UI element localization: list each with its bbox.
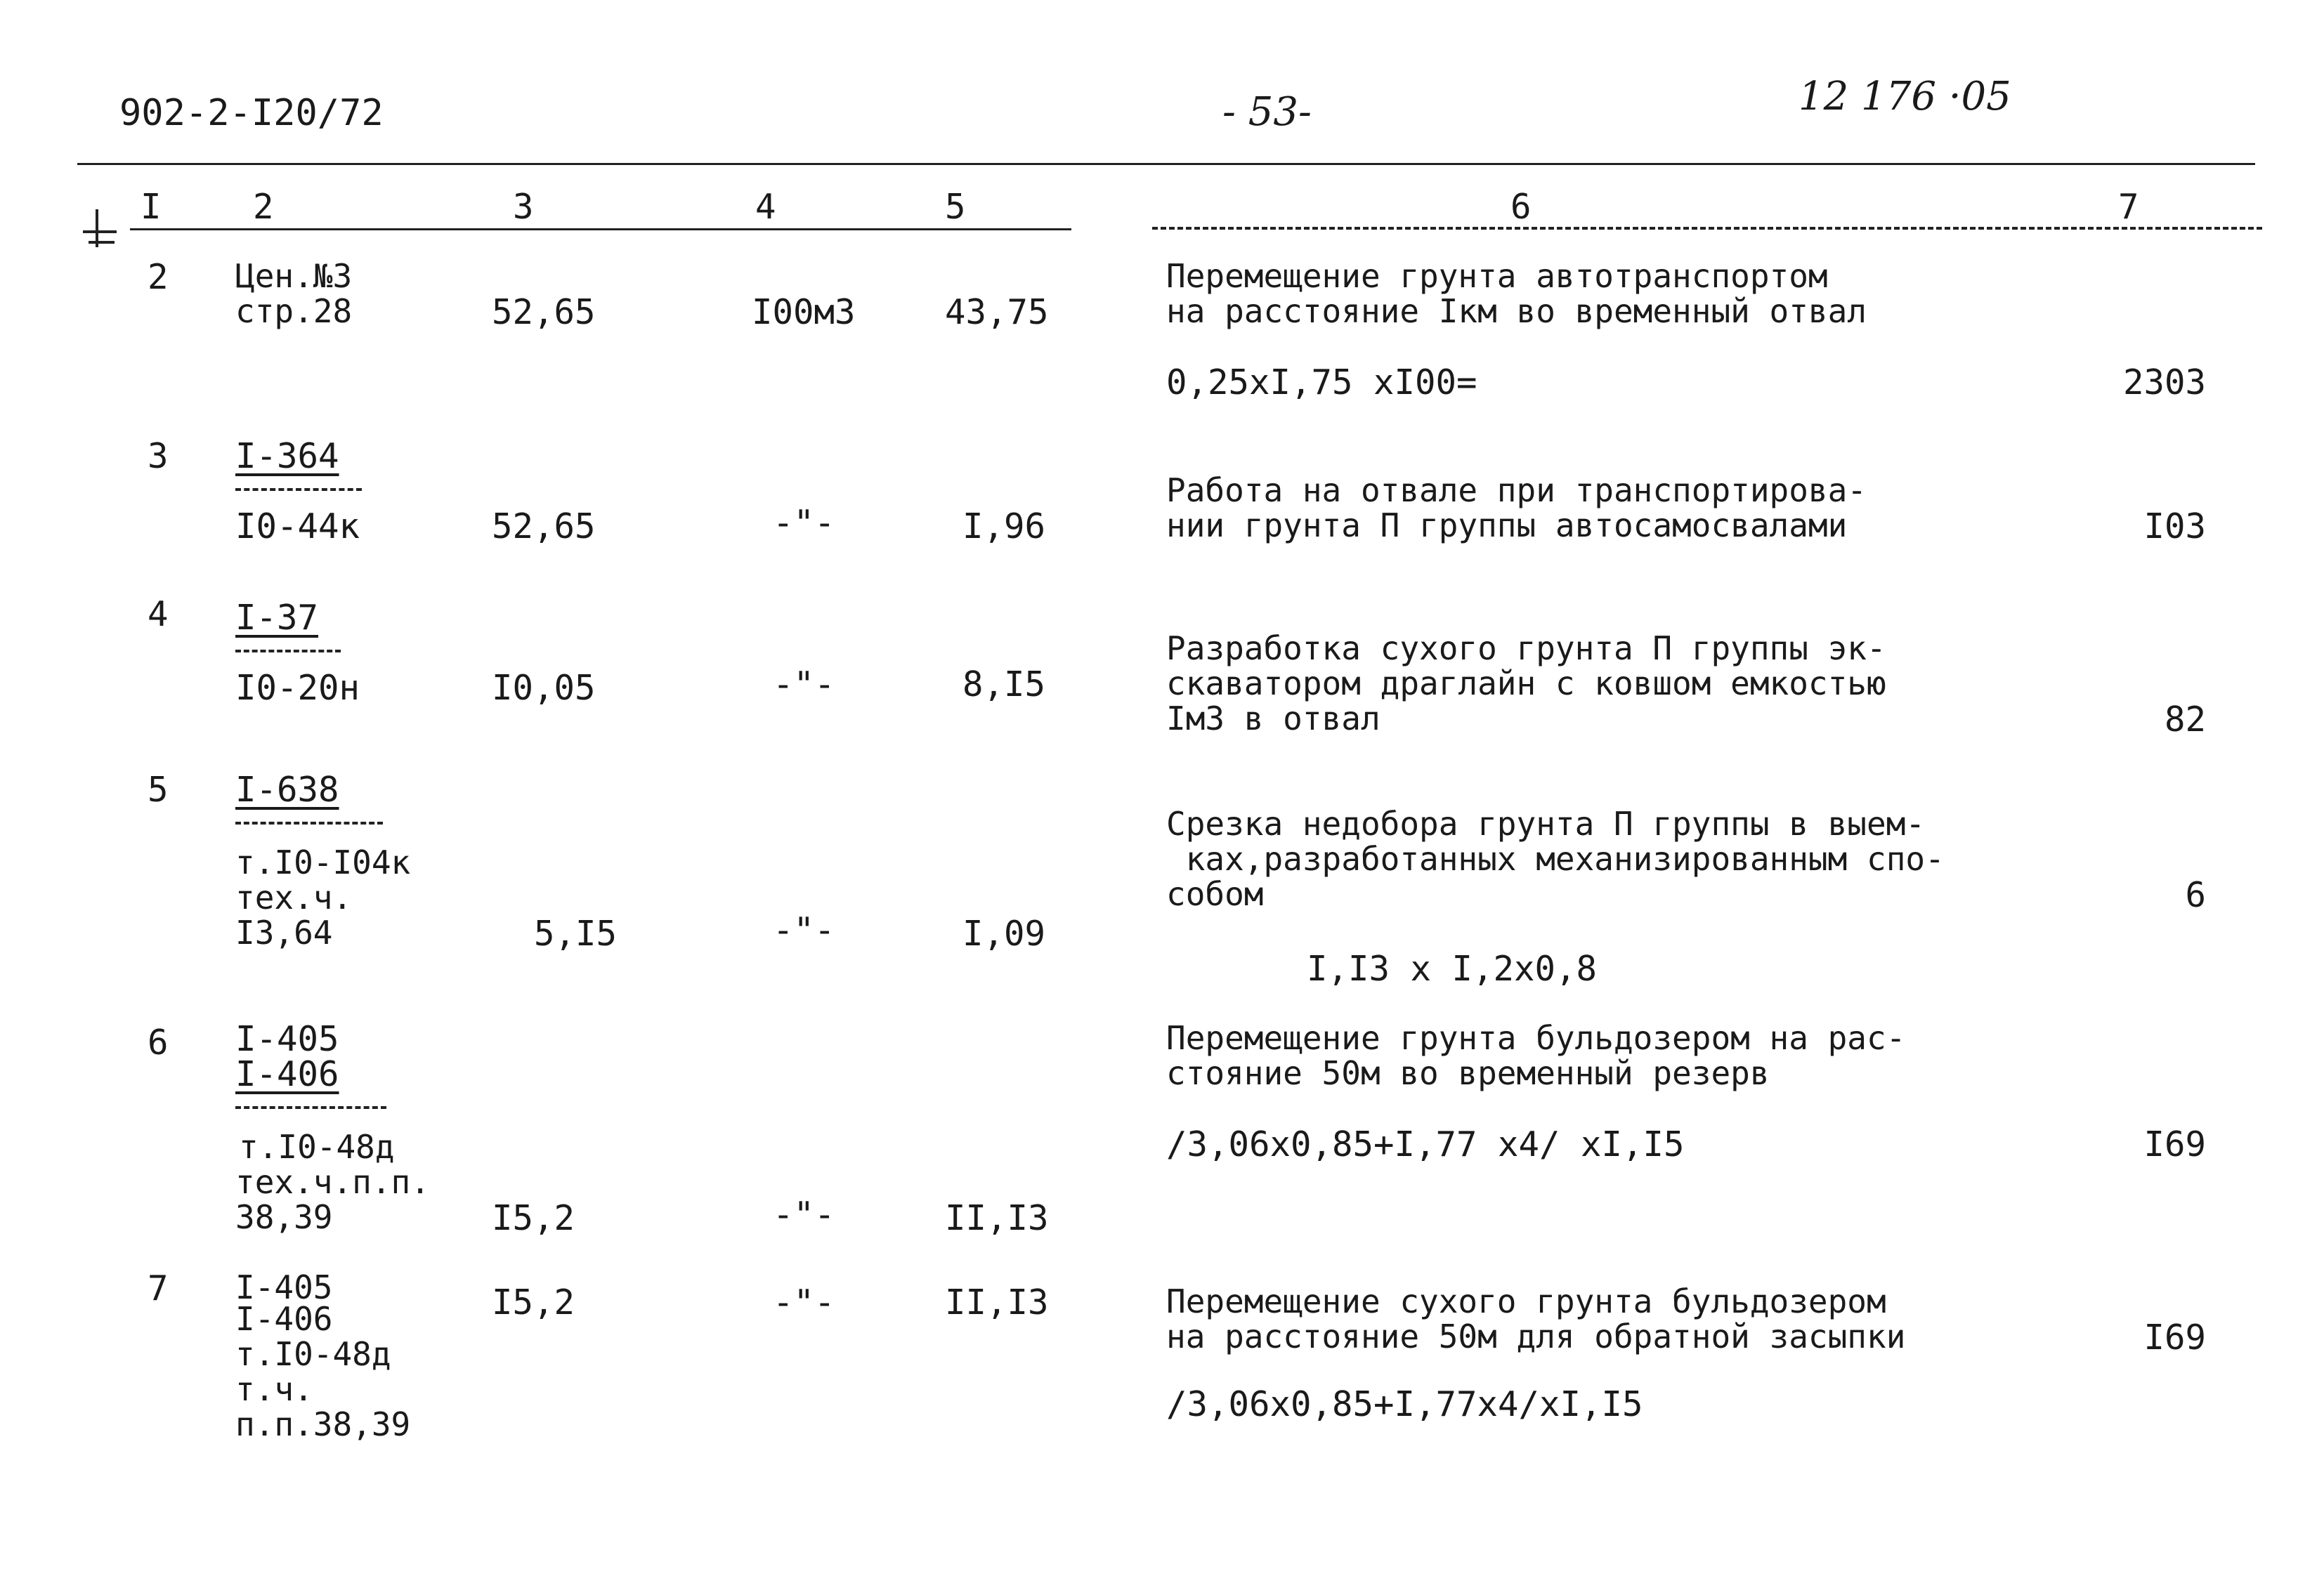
row-col3: I5,2 (492, 1282, 575, 1322)
row-code-top: I-37 (235, 598, 319, 638)
code-separator (235, 1106, 386, 1109)
row-code-top: I-406 (235, 1054, 339, 1094)
row-number: 3 (148, 436, 169, 476)
row-description: Перемещение сухого грунта бульдозером (1166, 1282, 1886, 1320)
row-total: 6 (2185, 875, 2206, 915)
row-col4: -"- (773, 910, 835, 950)
row-code: т.ч. (235, 1370, 313, 1408)
row-code: тех.ч. (235, 879, 353, 917)
row-col5: 43,75 (945, 292, 1049, 332)
row-code: 38,39 (235, 1198, 333, 1236)
archive-number: 12 176 ·05 (1799, 74, 2011, 119)
row-code: Цен.№3 (235, 257, 353, 295)
row-code: стр.28 (235, 292, 353, 330)
col-header-3: 3 (513, 187, 534, 227)
col-header-6: 6 (1510, 187, 1532, 227)
row-description: на расстояние Iкм во временный отвал (1166, 292, 1867, 330)
row-formula: /3,06х0,85+I,77х4/хI,I5 (1166, 1384, 1643, 1424)
row-col3: 52,65 (492, 506, 596, 546)
row-description: Перемещение грунта бульдозером на рас- (1166, 1019, 1906, 1057)
row-total: 82 (2164, 700, 2206, 740)
row-number: 5 (148, 770, 169, 810)
row-description: скаватором драглайн с ковшом емкостью (1166, 664, 1886, 702)
row-description: Перемещение грунта автотранспортом (1166, 257, 1828, 295)
row-description: Работа на отвале при транспортирова- (1166, 471, 1867, 509)
row-formula: I,I3 х I,2х0,8 (1307, 949, 1598, 989)
row-number: 4 (148, 594, 169, 634)
row-number: 2 (148, 257, 169, 297)
code-separator (235, 488, 362, 491)
row-code-top: I-638 (235, 770, 339, 810)
row-description: нии грунта П группы автосамосвалами (1166, 506, 1848, 544)
row-total: I69 (2143, 1318, 2206, 1358)
row-description: стояние 50м во временный резерв (1166, 1054, 1770, 1092)
row-col5: II,I3 (945, 1198, 1049, 1238)
col-header-1: I (141, 187, 162, 227)
row-col4: -"- (773, 1282, 835, 1322)
row-col4: -"- (773, 1195, 835, 1235)
row-description: Срезка недобора грунта П группы в выем- (1166, 805, 1926, 843)
row-code: тех.ч.п.п. (235, 1163, 430, 1201)
col-header-rule-right (1152, 227, 2262, 230)
row-number: 7 (148, 1268, 169, 1308)
code-separator (235, 822, 383, 825)
row-total: 2303 (2122, 362, 2206, 402)
row-code-bottom: I0-44к (235, 506, 360, 546)
row-code: т.I0-I04к (235, 843, 411, 881)
row-code: т.I0-48д (235, 1335, 391, 1373)
row-description: Iм3 в отвал (1166, 700, 1380, 737)
header-rule (77, 163, 2255, 165)
row-formula: 0,25хI,75 хI00= (1166, 362, 1477, 402)
row-total: I03 (2143, 506, 2206, 546)
row-col5: I,96 (962, 506, 1046, 546)
row-col5: I,09 (962, 914, 1046, 954)
col-header-5: 5 (945, 187, 966, 227)
row-col3: 5,I5 (534, 914, 618, 954)
row-col5: 8,I5 (962, 664, 1046, 704)
page-number: - 53- (1222, 89, 1312, 135)
row-code-top: I-406 (235, 1300, 333, 1338)
col-header-4: 4 (755, 187, 776, 227)
row-description: на расстояние 50м для обратной засыпки (1166, 1318, 1906, 1355)
row-code: т.I0-48д (239, 1128, 395, 1166)
row-description: ках,разработанных механизированным спо- (1166, 840, 1945, 878)
row-total: I69 (2143, 1124, 2206, 1164)
row-description: Разработка сухого грунта П группы эк- (1166, 629, 1886, 667)
row-code-top: I-364 (235, 436, 339, 476)
col-header-7: 7 (2118, 187, 2139, 227)
row-number: 6 (148, 1023, 169, 1063)
col-header-2: 2 (253, 187, 274, 227)
row-col4: I00м3 (752, 292, 856, 332)
document-code: 902-2-I20/72 (119, 92, 384, 134)
code-separator (235, 650, 341, 652)
row-code-top: I-405 (235, 1268, 333, 1306)
row-col4: -"- (773, 664, 835, 704)
row-formula: /3,06х0,85+I,77 х4/ хI,I5 (1166, 1124, 1685, 1164)
margin-mark-icon (76, 204, 118, 253)
row-col5: II,I3 (945, 1282, 1049, 1322)
row-col3: I5,2 (492, 1198, 575, 1238)
col-header-rule-left (130, 228, 1071, 230)
row-code: I3,64 (235, 914, 333, 952)
row-col3: I0,05 (492, 668, 596, 708)
row-col4: -"- (773, 503, 835, 543)
row-description: собом (1166, 875, 1264, 913)
row-code-top: I-405 (235, 1019, 339, 1059)
row-col3: 52,65 (492, 292, 596, 332)
row-code-bottom: I0-20н (235, 668, 360, 708)
row-code: п.п.38,39 (235, 1405, 411, 1443)
